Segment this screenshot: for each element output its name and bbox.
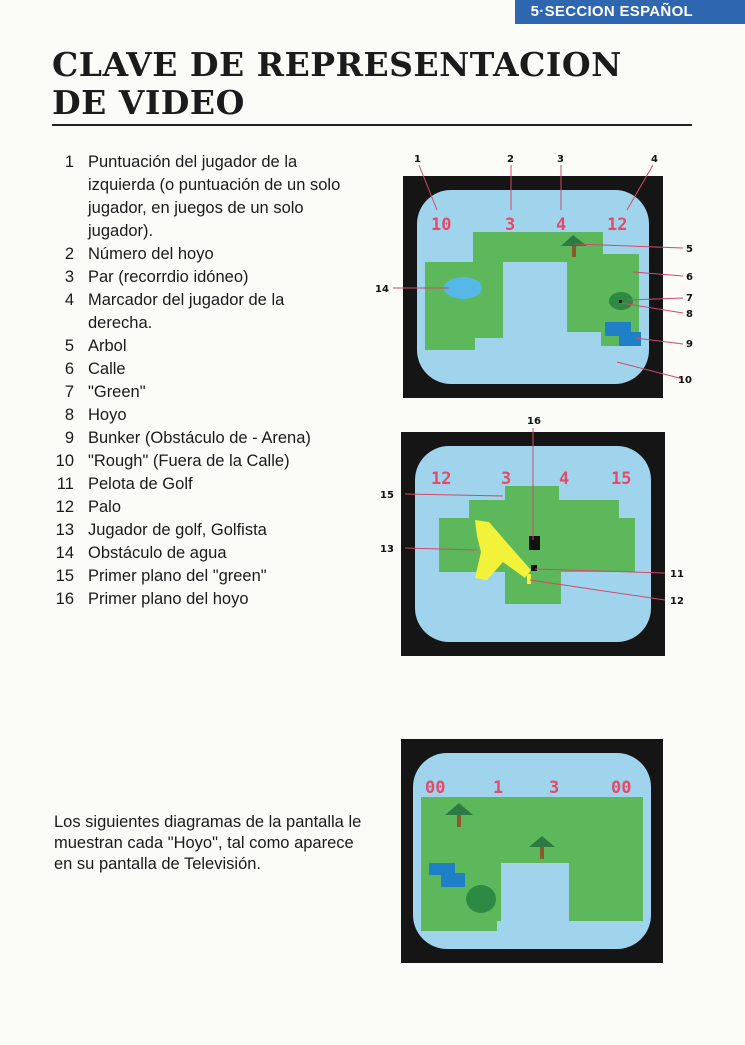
legend-number: 2 [64, 245, 74, 263]
legend-item [52, 381, 372, 404]
green-area [466, 885, 496, 913]
figure-hole-diagram [365, 148, 705, 408]
legend-item [52, 450, 372, 473]
callout-4: 4 [651, 154, 658, 165]
figure-hole-example [401, 739, 663, 963]
legend-number: 14 [55, 544, 74, 562]
callout-3: 3 [557, 154, 564, 165]
callout-2: 2 [507, 154, 514, 165]
legend-text: Puntuación del jugador de la izquierda (o puntuación de un solo jugador, en juegos de un solo jugador). [88, 153, 341, 240]
diagram-note: Los siguientes diagramas de la pantalla le muestran cada "Hoyo", tal como aparece en su pantalla de Televisión. [54, 813, 362, 873]
callout-6: 6 [686, 272, 693, 283]
legend-number: 16 [55, 590, 74, 608]
legend-text: Número del hoyo [88, 245, 214, 263]
legend-item [52, 335, 372, 358]
legend-item [52, 404, 372, 427]
legend-number: 8 [64, 406, 74, 424]
score-left: 00 [425, 778, 446, 798]
par-value: 4 [556, 215, 567, 235]
legend-number: 4 [64, 291, 74, 309]
callout-5: 5 [686, 244, 693, 255]
legend-number: 3 [64, 268, 74, 286]
legend-text: Palo [88, 498, 122, 516]
score-right: 00 [611, 778, 632, 798]
legend-list [52, 151, 372, 611]
legend-number: 9 [64, 429, 74, 447]
legend-item [52, 427, 372, 450]
callout-15: 15 [380, 490, 394, 501]
legend-number: 13 [55, 521, 74, 539]
legend-text: Obstáculo de agua [88, 544, 227, 562]
legend-text: "Green" [88, 383, 146, 401]
golf-ball [531, 565, 537, 571]
callout-11: 11 [670, 569, 684, 580]
legend-text: Primer plano del hoyo [88, 590, 249, 608]
par-value: 4 [559, 469, 570, 489]
legend-item [52, 519, 372, 542]
legend-item [52, 358, 372, 381]
legend-text: Calle [88, 360, 126, 378]
hole-number: 1 [493, 778, 504, 798]
callout-13: 13 [380, 544, 394, 555]
rough-cutout [505, 262, 567, 350]
legend-item [52, 151, 372, 243]
legend-number: 12 [55, 498, 74, 516]
legend-number: 5 [64, 337, 74, 355]
legend-item [52, 473, 372, 496]
legend-number: 6 [64, 360, 74, 378]
callout-7: 7 [686, 293, 693, 304]
hole-number: 3 [501, 469, 512, 489]
callout-10: 10 [678, 375, 692, 386]
legend-text: Par (recorrdio idóneo) [88, 268, 249, 286]
rough-cutout [501, 863, 569, 949]
legend-text: Arbol [88, 337, 127, 355]
title-rule [52, 124, 692, 126]
section-label: 5·SECCION ESPAÑOL [530, 3, 693, 20]
legend-number: 10 [55, 452, 74, 470]
figure-green-closeup [365, 412, 705, 657]
legend-text: "Rough" (Fuera de la Calle) [88, 452, 290, 470]
legend-item [52, 289, 372, 335]
legend-text: Jugador de golf, Golfista [88, 521, 267, 539]
legend-number: 11 [56, 475, 74, 493]
title-line-1: CLAVE DE REPRESENTACION [52, 45, 622, 84]
water-hazard [444, 277, 482, 299]
score-left: 12 [431, 469, 452, 489]
title-line-2: DE VIDEO [52, 83, 245, 122]
hole-closeup [529, 536, 540, 550]
score-right: 15 [611, 469, 632, 489]
legend-item [52, 496, 372, 519]
callout-12: 12 [670, 596, 684, 607]
legend-item [52, 266, 372, 289]
callout-14: 14 [375, 284, 389, 295]
callout-16: 16 [527, 416, 541, 427]
page-title [52, 46, 622, 122]
legend-number: 1 [64, 153, 74, 171]
legend-item [52, 565, 372, 588]
legend-text: Pelota de Golf [88, 475, 193, 493]
hole-number: 3 [505, 215, 516, 235]
callout-8: 8 [686, 309, 693, 320]
legend-text: Hoyo [88, 406, 127, 424]
legend-item [52, 243, 372, 266]
legend-number: 7 [64, 383, 74, 401]
callout-9: 9 [686, 339, 693, 350]
score-right: 12 [607, 215, 628, 235]
legend-number: 15 [55, 567, 74, 585]
legend-text: Bunker (Obstáculo de - Arena) [88, 429, 311, 447]
golf-club [527, 574, 531, 584]
legend-item [52, 542, 372, 565]
legend-text: Primer plano del "green" [88, 567, 267, 585]
legend-text: Marcador del jugador de la derecha. [88, 291, 285, 332]
score-left: 10 [431, 215, 452, 235]
hole-marker [619, 300, 622, 303]
legend-item [52, 588, 372, 611]
callout-1: 1 [414, 154, 421, 165]
par-value: 3 [549, 778, 560, 798]
